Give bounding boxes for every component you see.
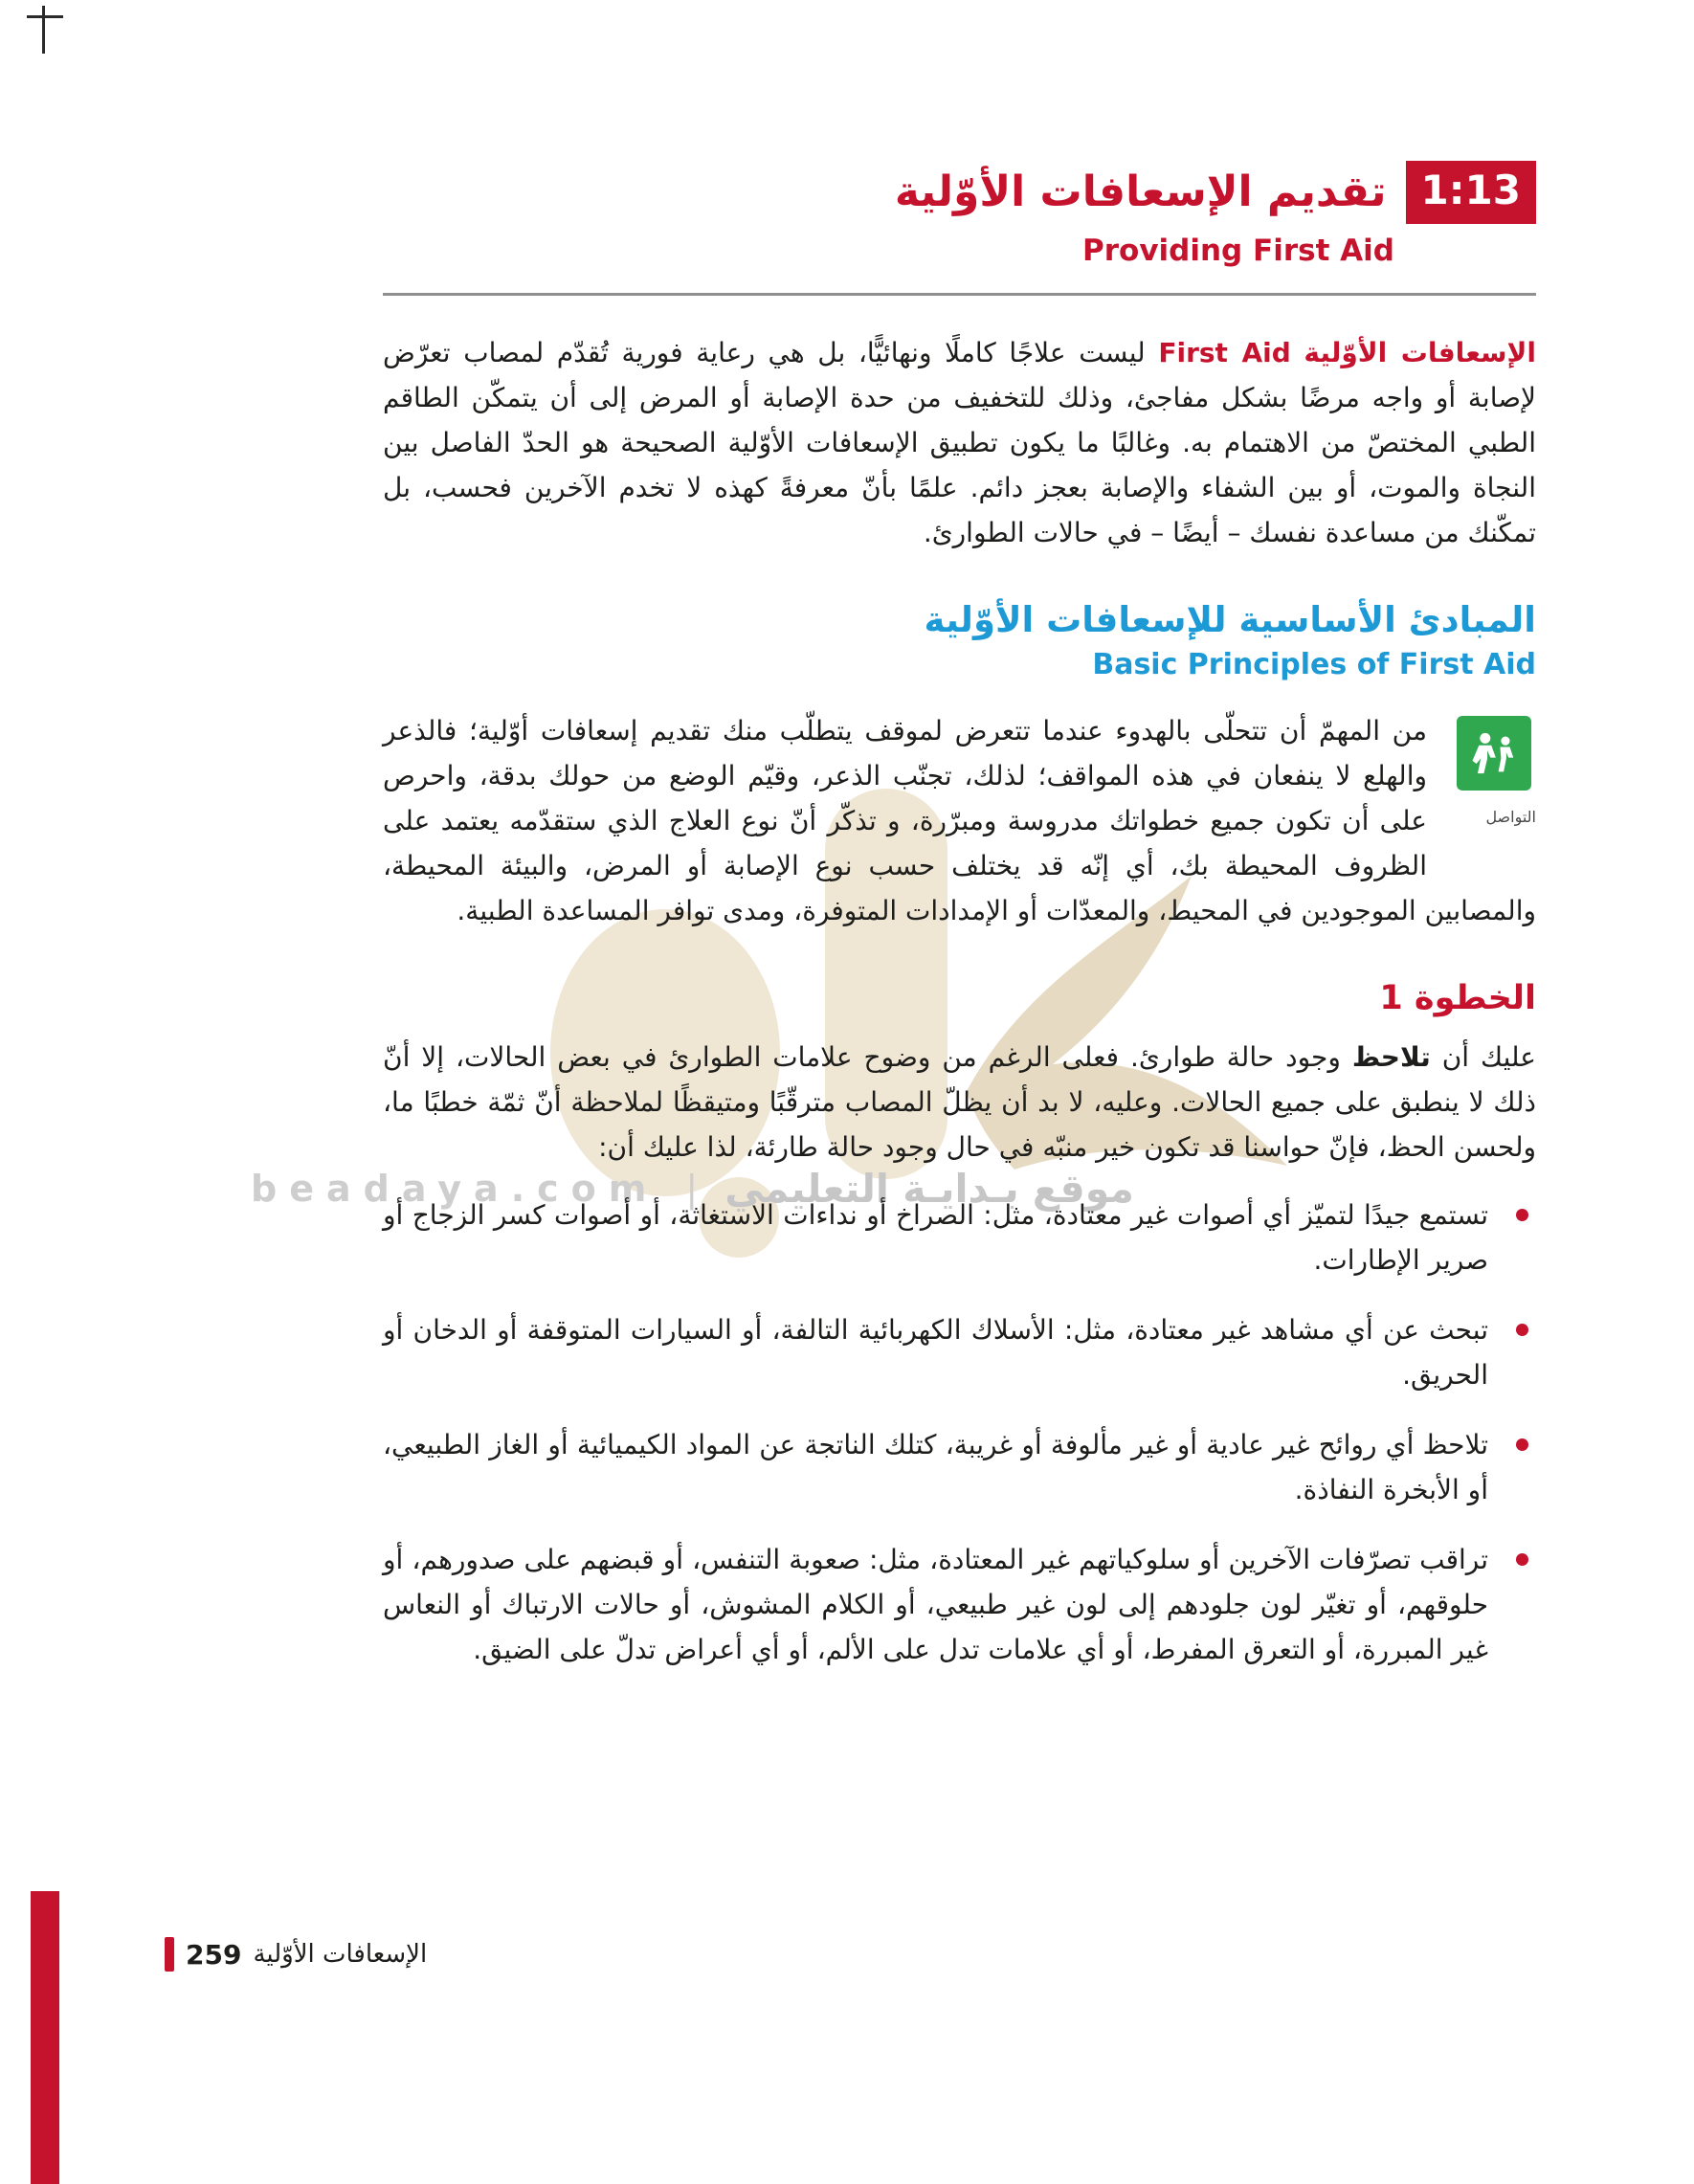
watermark-separator: | [685,1168,699,1210]
main-content [383,0,1536,1697]
intro-text: ليست علاجًا كاملًا ونهائيًّا، بل هي رعاية فورية تُقدّم لمصاب تعرّض لإصابة أو واجه مرضًا بشكل مفاجئ، وذلك للتخفيف من حدة الإصابة أو المرض إلى أن يتمكّن الطاقم الطبي المختصّ من الاهتمام به. وغالبًا ما يكون تطبيق الإسعافات الأوّلية الصحيحة هو الحدّ الفاصل بين النجاة والموت، أو بين الشفاء والإصابة بعجز دائم. علمًا بأنّ معرفةً كهذه لا تخدم الآخرين فحسب، بل تمكّنك من مساعدة نفسك – أيضًا – في حالات الطوارئ. [383,337,1536,548]
step1-heading: الخطوة 1 [1379,979,1536,1017]
skill-badge [1452,716,1536,839]
skill-caption: التواصل [1485,808,1536,826]
list-item-text: تراقب تصرّفات الآخرين أو سلوكياتهم غير المعتادة، مثل: صعوبة التنفس، أو قبضهم على صدورهم، أو حلوقهم، أو تغيّر لون جلودهم إلى لون غير طبيعي، أو الكلام المشوش، أو حالات الارتباك أو النعاس غير المبررة، أو التعرق المفرط، أو أي علامات تدل على الألم، أو أي أعراض تدلّ على الضيق. [383,1544,1488,1665]
principles-text: من المهمّ أن تتحلّى بالهدوء عندما تتعرض لموقف يتطلّب منك تقديم إسعافات أوّلية؛ فالذعر والهلع لا ينفعان في هذه المواقف؛ لذلك، تجنّب الذعر، وقيّم الوضع من حولك بدقة، واحرص على أن تكون جميع خطواتك مدروسة ومبرّرة، و تذكّر أنّ نوع العلاج الذي ستقدّمه يعتمد على الظروف المحيطة بك، أي إنّه قد يختلف حسب نوع الإصابة أو المرض، والبيئة المحيطة، والمصابين الموجودين في المحيط، والمعدّات أو الإمدادات المتوفرة، ومدى توافر المساعدة الطبية. [383,715,1536,926]
page-number: 259 [186,1938,242,1971]
step1-lead: عليك أن [1430,1041,1536,1073]
observation-list [383,1192,1536,1672]
lesson-title-arabic: تقديم الإسعافات الأوّلية [894,167,1387,216]
lesson-title-english: Providing First Aid [1082,234,1394,268]
list-item [383,1192,1536,1282]
watermark-arabic: موقع بـدايـة التعليمي [724,1166,1134,1212]
step1-paragraph [383,1035,1536,1170]
step1-keyword: تلاحظ [1351,1041,1431,1073]
intro-paragraph [383,330,1536,555]
principles-paragraph [383,708,1536,933]
list-item-text: تبحث عن أي مشاهد غير معتادة، مثل: الأسلاك الكهربائية التالفة، أو السيارات المتوقفة أو الدخان أو الحريق. [383,1314,1488,1391]
intro-lead-english: First Aid [1158,337,1291,368]
lesson-title-row [383,161,1536,224]
list-item-text: تستمع جيدًا لتميّز أي أصوات غير معتادة، مثل: الصراخ أو نداءات الاستغاثة، أو أصوات كسر الزجاج أو صرير الإطارات. [383,1199,1488,1276]
page-footer [165,1937,427,1972]
section-heading-english: Basic Principles of First Aid [1092,648,1536,681]
footer-chapter-label: الإسعافات الأوّلية [253,1940,428,1969]
list-item-text: تلاحظ أي روائح غير عادية أو غير مألوفة أو غريبة، كتلك الناتجة عن المواد الكيميائية أو الغاز الطبيعي، أو الأبخرة النفاذة. [383,1429,1488,1505]
title-divider [383,293,1536,296]
step1-text: وجود حالة طوارئ. فعلى الرغم من وضوح علامات الطوارئ في بعض الحالات، إلا أنّ ذلك لا ينطبق على جميع الحالات. وعليه، لا بد أن يظلّ المصاب مترقّبًا ومتيقظًا لملاحظة أنّ ثمّة خطبًا ما، ولحسن الحظ، فإنّ حواسنا قد تكون خير منبّه في حال وجود حالة طارئة، لذا عليك أن: [383,1041,1536,1163]
watermark-latin: beadaya.com [251,1168,659,1210]
section-heading-arabic: المبادئ الأساسية للإسعافات الأوّلية [924,599,1536,640]
list-item [383,1422,1536,1512]
intro-lead-arabic: الإسعافات الأوّلية [1304,337,1536,368]
communication-icon [1457,716,1531,791]
list-item [383,1537,1536,1672]
lesson-number-badge: 1:13 [1406,161,1536,224]
list-item [383,1307,1536,1397]
footer-red-bar [165,1937,174,1972]
